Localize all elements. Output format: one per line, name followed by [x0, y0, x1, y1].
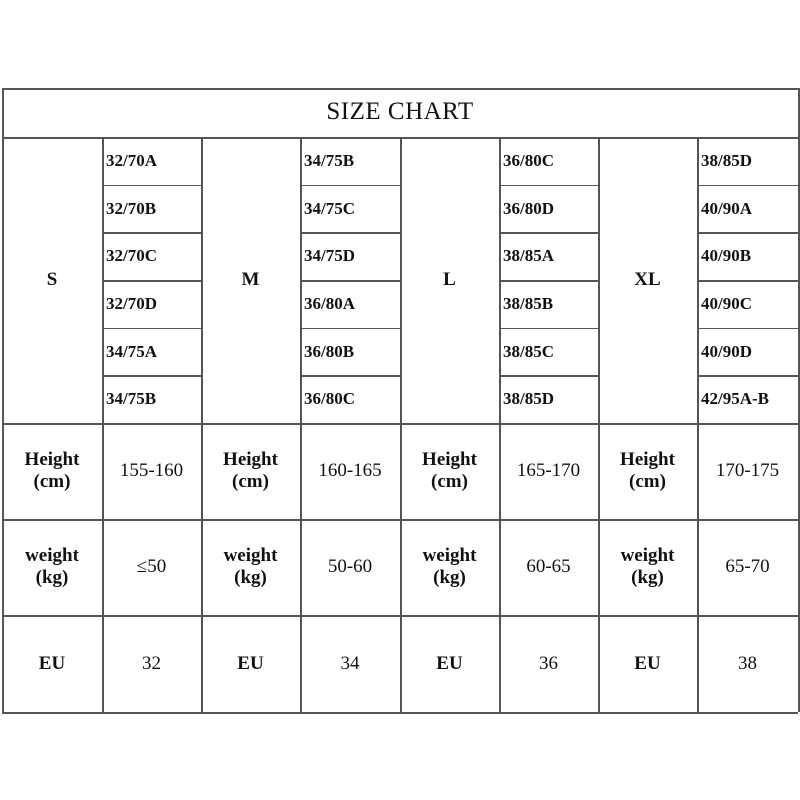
border-top — [2, 88, 798, 90]
weight-label: weight (kg) — [620, 545, 675, 588]
bra-size-cell: 32/70A — [106, 151, 157, 171]
height-label: Height (cm) — [422, 449, 477, 492]
bra-size-cell: 38/85A — [503, 246, 554, 266]
border-right — [798, 88, 800, 712]
bra-size-cell: 38/85D — [503, 389, 554, 409]
bra-size-cell: 40/90A — [701, 198, 752, 218]
eu-label: EU — [436, 652, 463, 674]
bra-size-cell: 34/75A — [106, 341, 157, 361]
bra-size-cell: 36/80C — [503, 151, 554, 171]
size-label: XL — [634, 269, 661, 291]
height-value: 170-175 — [715, 460, 780, 482]
weight-value: 50-60 — [327, 556, 373, 578]
eu-value: 32 — [142, 652, 161, 674]
weight-value: 60-65 — [526, 556, 571, 578]
bra-size-cell: 40/90D — [701, 341, 752, 361]
eu-label: EU — [38, 652, 66, 674]
bra-size-cell: 40/90B — [701, 246, 752, 266]
bra-size-cell: 32/70D — [106, 294, 157, 314]
eu-value: 34 — [340, 652, 360, 674]
weight-value: 65-70 — [725, 556, 770, 578]
size-label: S — [46, 269, 58, 291]
eu-value: 38 — [738, 652, 757, 674]
bra-size-cell: 38/85B — [503, 294, 554, 314]
weight-label: weight (kg) — [223, 545, 278, 588]
bra-size-cell: 36/80B — [304, 341, 355, 361]
eu-value: 36 — [539, 652, 558, 674]
bra-size-cell: 36/80D — [503, 198, 554, 218]
size-label: M — [241, 269, 260, 291]
height-value: 165-170 — [516, 460, 581, 482]
border-bottom — [2, 712, 798, 714]
weight-value: ≤50 — [136, 556, 167, 578]
bra-size-cell: 34/75D — [304, 246, 355, 266]
height-label: Height (cm) — [223, 449, 278, 492]
bra-size-cell: 34/75C — [304, 198, 355, 218]
size-chart-table — [2, 88, 798, 712]
chart-title: SIZE CHART — [326, 98, 474, 126]
height-label: Height (cm) — [24, 449, 80, 492]
bra-size-cell: 38/85C — [503, 341, 554, 361]
height-label: Height (cm) — [620, 449, 675, 492]
bra-size-cell: 38/85D — [701, 151, 752, 171]
eu-label: EU — [634, 652, 661, 674]
eu-label: EU — [237, 652, 264, 674]
bra-size-cell: 32/70C — [106, 246, 157, 266]
bra-size-cell: 36/80C — [304, 389, 355, 409]
height-value: 160-165 — [318, 460, 382, 482]
bra-size-cell: 40/90C — [701, 294, 752, 314]
bra-size-cell: 32/70B — [106, 198, 157, 218]
height-value: 155-160 — [119, 460, 184, 482]
size-label: L — [443, 269, 456, 291]
bra-size-cell: 34/75B — [304, 151, 355, 171]
bra-size-cell: 36/80A — [304, 294, 355, 314]
weight-label: weight (kg) — [422, 545, 477, 588]
weight-label: weight (kg) — [25, 545, 79, 588]
bra-size-cell: 42/95A-B — [701, 389, 769, 409]
bra-size-cell: 34/75B — [106, 389, 157, 409]
